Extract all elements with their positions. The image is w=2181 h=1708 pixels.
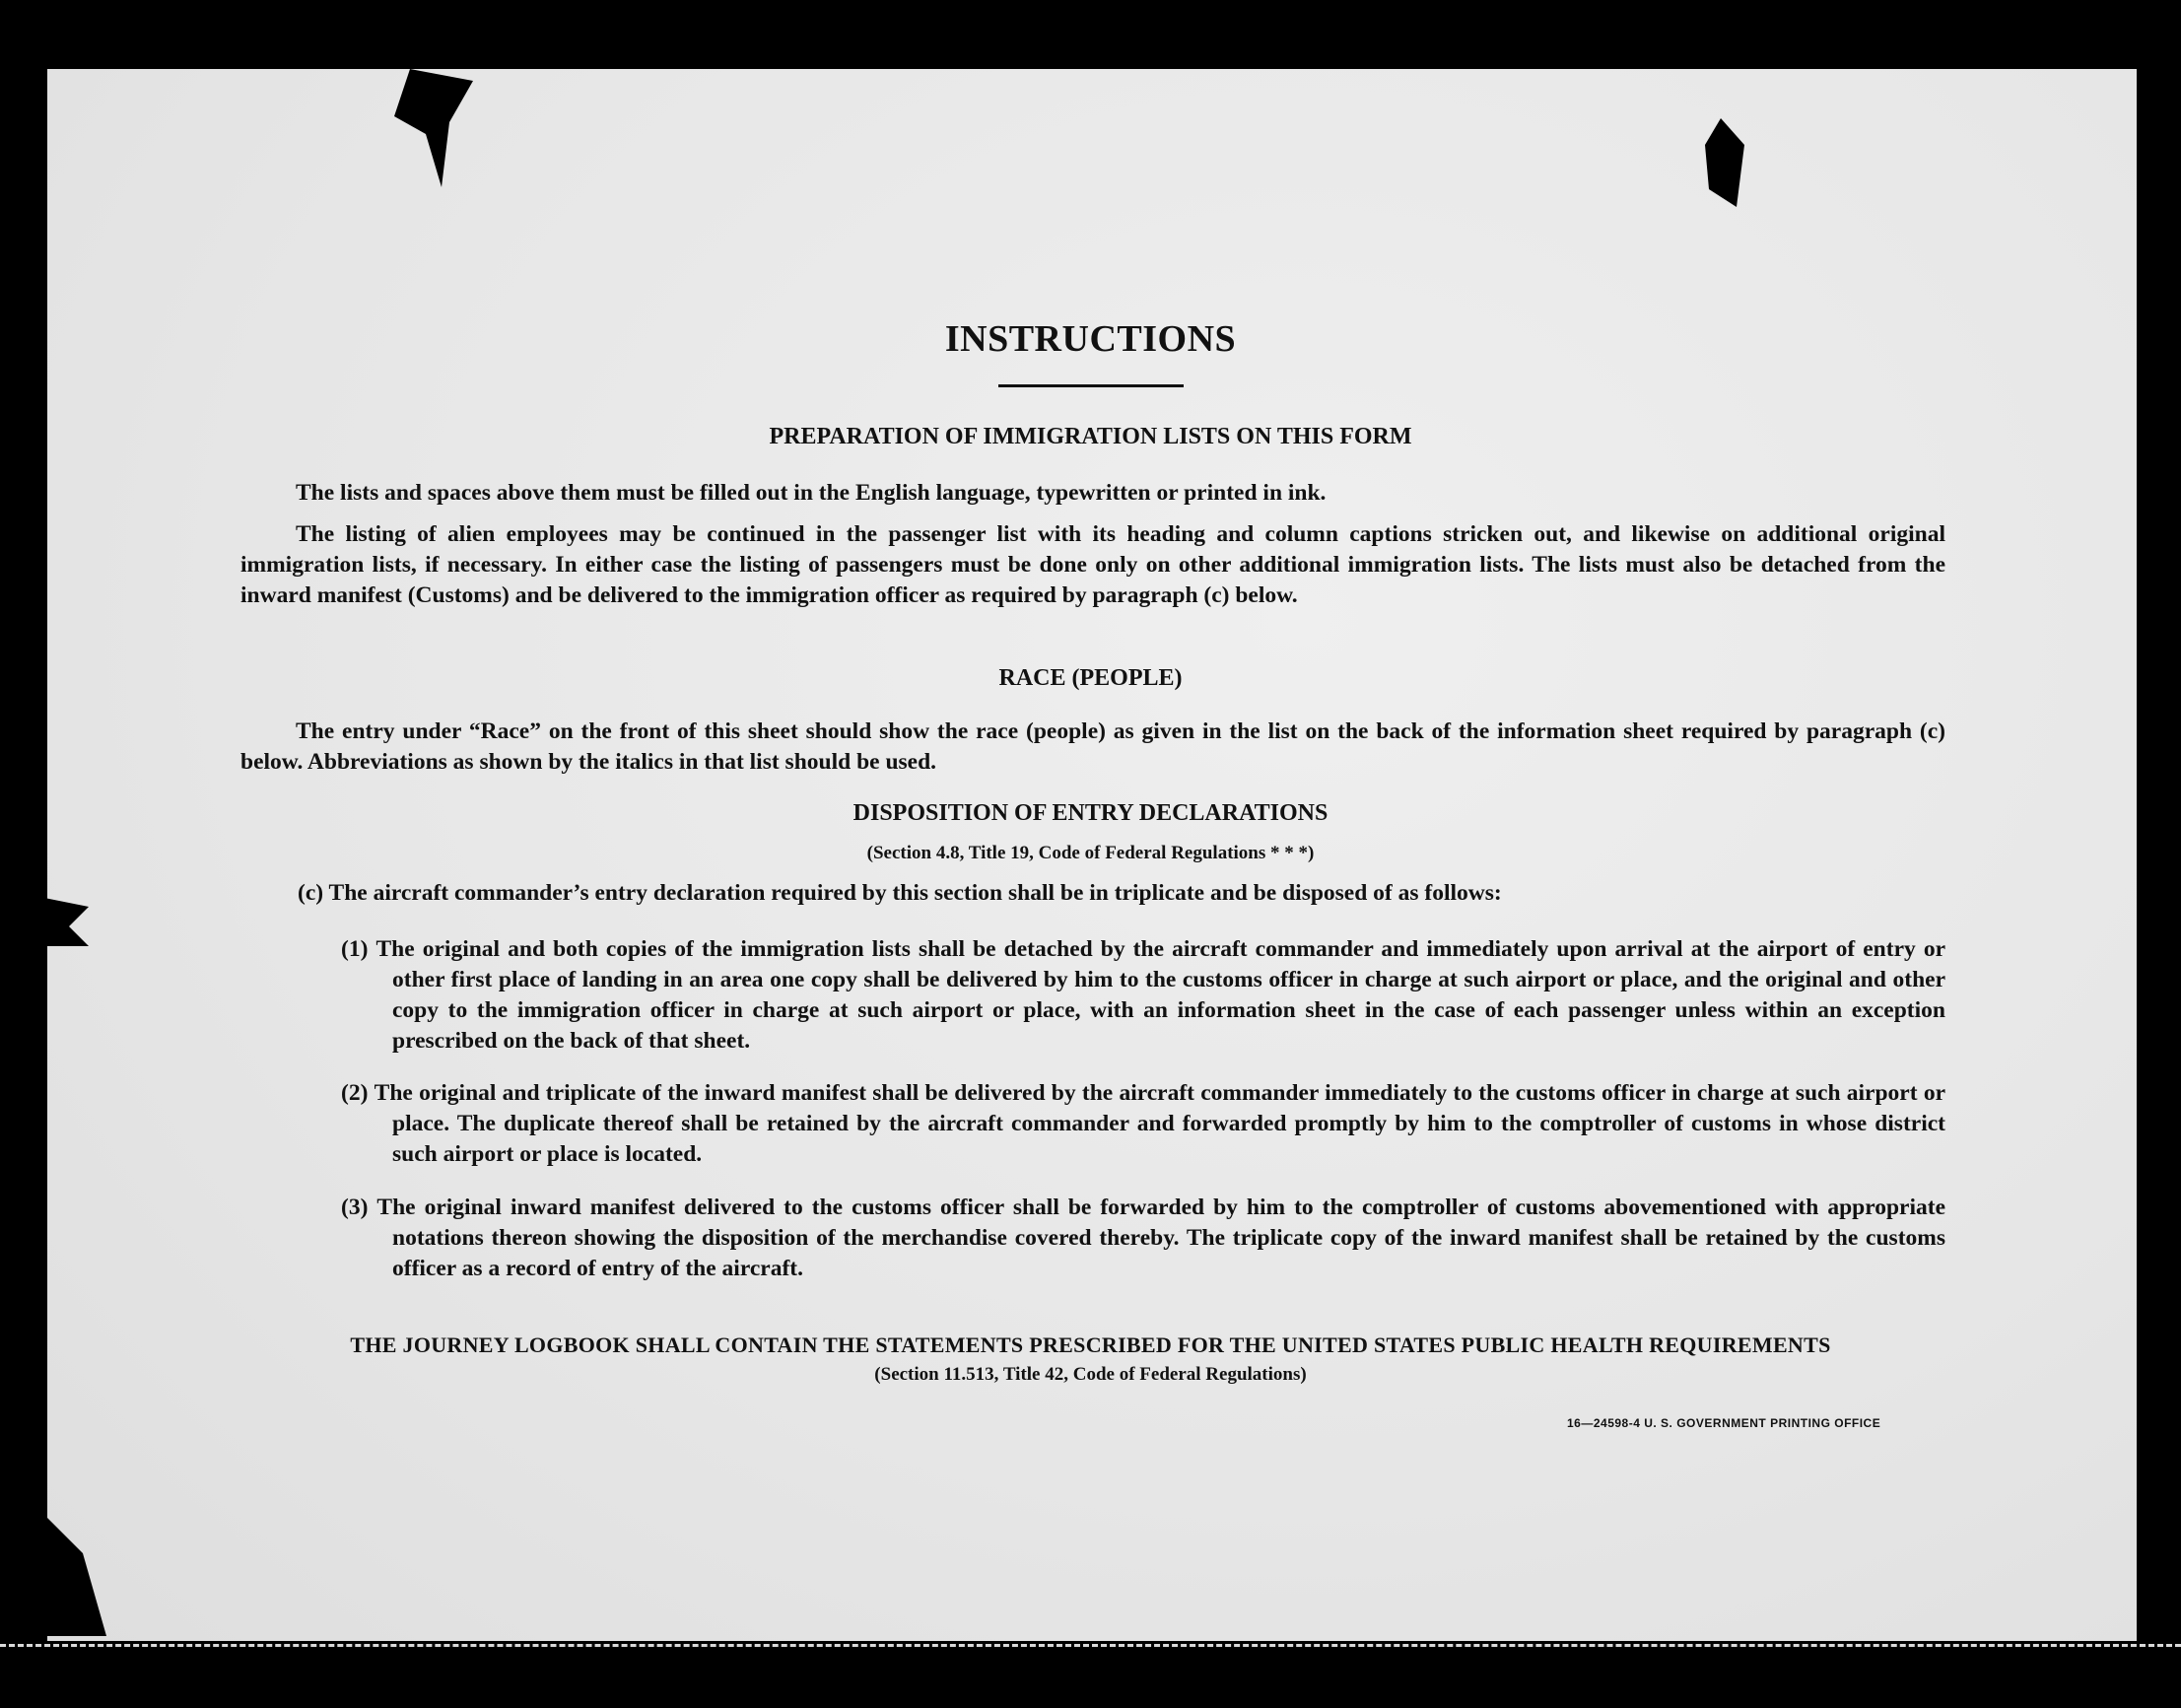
race-heading: RACE (PEOPLE) [998, 665, 1183, 691]
printer-imprint: 16—24598-4 U. S. GOVERNMENT PRINTING OFFICE [1567, 1416, 1881, 1430]
disposition-item-1 [341, 934, 1945, 1057]
title-underline [998, 384, 1184, 387]
disposition-citation: (Section 4.8, Title 19, Code of Federal Regulations * * *) [866, 843, 1315, 863]
disposition-heading: DISPOSITION OF ENTRY DECLARATIONS [852, 800, 1329, 826]
preparation-heading: PREPARATION OF IMMIGRATION LISTS ON THIS FORM [769, 424, 1412, 449]
item-text: The original and triplicate of the inward manifest shall be delivered by the aircraft commander immediately to the customs officer in charge at such airport or place. The duplicate thereof shall be retained by the aircraft commander and forwarded promptly by him to the comptroller of customs in whose district such airport or place is located. [374, 1080, 1945, 1167]
disposition-item-3 [341, 1193, 1945, 1284]
item-number: (2) [341, 1080, 369, 1106]
item-text: The original and both copies of the immigration lists shall be detached by the aircraft commander and immediately upon arrival at the airport of entry or other first place of landing in an area one copy shall be delivered by him to the customs officer in charge at such airport or place, and the original and other copy to the immigration officer in charge at such airport or place, with an information sheet in the case of each passenger unless within an exception prescribed on the back of that sheet. [375, 936, 1945, 1054]
item-number: (3) [341, 1195, 369, 1220]
item-number: (1) [341, 936, 369, 962]
footer-citation: (Section 11.513, Title 42, Code of Federal Regulations) [874, 1364, 1307, 1385]
item-text: The original inward manifest delivered to the customs officer shall be forwarded by him to the comptroller of customs abovementioned with appropriate notations thereon showing the disposition of the merchandise covered thereby. The triplicate copy of the inward manifest shall be retained by the customs officer as a record of entry of the aircraft. [376, 1195, 1946, 1281]
footer-statement: THE JOURNEY LOGBOOK SHALL CONTAIN THE STATEMENTS PRESCRIBED FOR THE UNITED STATES PUBLIC HEALTH REQUIREMENTS [350, 1332, 1831, 1357]
disposition-intro: (c) The aircraft commander’s entry declaration required by this section shall be in triplicate and be disposed of as follows: [298, 880, 1502, 906]
race-paragraph: The entry under “Race” on the front of this sheet should show the race (people) as given in the list on the back of the information sheet required by paragraph (c) below. Abbreviations as shown by the italics in that list should be used. [240, 718, 1945, 775]
disposition-item-2 [341, 1078, 1945, 1170]
perforation-line [0, 1644, 2181, 1647]
preparation-paragraph-2: The listing of alien employees may be continued in the passenger list with its heading and column captions stricken out, and likewise on additional original immigration lists, if necessary. In either case the listing of passengers must be done only on other additional immigration lists. The lists must also be detached from the inward manifest (Customs) and be delivered to the immigration officer as required by paragraph (c) below. [240, 521, 1945, 608]
preparation-paragraph-1: The lists and spaces above them must be filled out in the English language, typewritten or printed in ink. [296, 480, 1327, 506]
page-title: INSTRUCTIONS [944, 318, 1237, 360]
